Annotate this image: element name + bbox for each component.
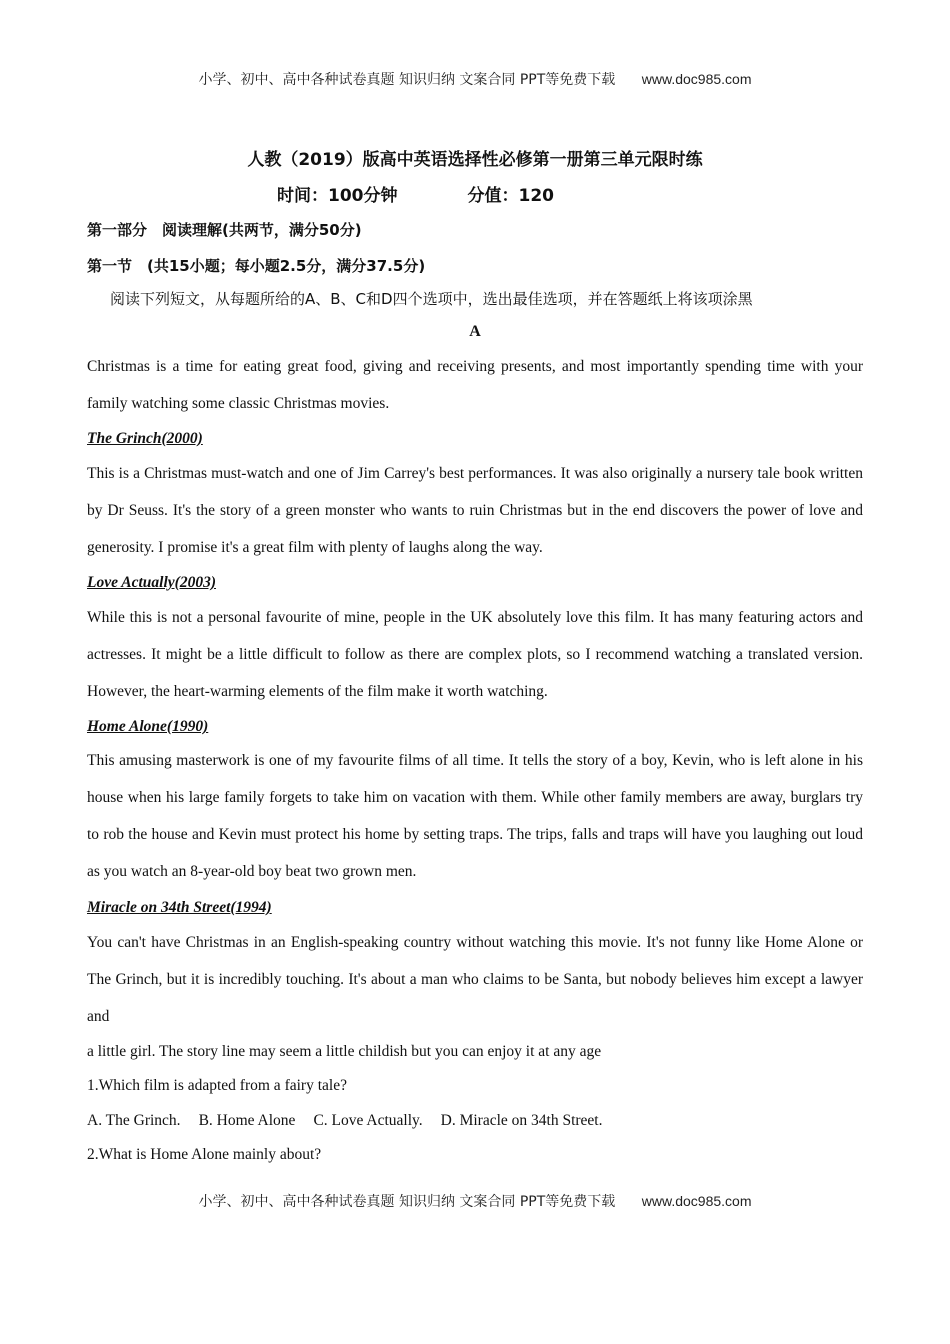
section-heading: 第一节 (共15小题；每小题2.5分，满分37.5分) [87, 257, 426, 275]
film-review-home-alone: This amusing masterwork is one of my favourite films of all time. It tells the story of a boy, Kevin, who is left alone in his house when his large family forgets to take him on vacation with them. While other family members are away, burglars try to rob the house and Kevin must protect his home by setting traps. The trips, falls and traps will have you laughing out loud as you watch an 8-year-old boy beat two grown men. [87, 752, 863, 880]
passage-label: A [469, 323, 481, 340]
film-title-home-alone: Home Alone(1990) [87, 718, 209, 735]
page-title: 人教（2019）版高中英语选择性必修第一册第三单元限时练 [247, 150, 703, 170]
question-2-stem: 2.What is Home Alone mainly about? [87, 1146, 322, 1163]
exam-time: 时间：100分钟 [277, 186, 398, 206]
option-b[interactable]: B. Home Alone [198, 1112, 296, 1129]
exam-meta [277, 181, 554, 206]
part-heading: 第一部分 阅读理解(共两节，满分50分) [87, 221, 362, 239]
film-review-grinch: This is a Christmas must-watch and one of Jim Carrey's best performances. It was also originally a nursery tale book written by Dr Seuss. It's the story of a green monster who wants to ruin Christmas but in the end discovers the power of love and generosity. I promise it's a great film with plenty of laughs along the way. [87, 465, 863, 556]
option-a[interactable]: A. The Grinch. [87, 1112, 181, 1129]
option-c[interactable]: C. Love Actually. [313, 1112, 423, 1129]
film-review-love-actually: While this is not a personal favourite of mine, people in the UK absolutely love this film. It has many featuring actors and actresses. It might be a little difficult to follow as there are complex plots, so I recommend watching a translated version. However, the heart-warming elements of the film make it worth watching. [87, 609, 863, 700]
page-header [0, 69, 950, 89]
film-title-grinch: The Grinch(2000) [87, 430, 203, 447]
option-d[interactable]: D. Miracle on 34th Street. [440, 1112, 603, 1129]
footer-site-link[interactable]: www.doc985.com [641, 1193, 752, 1209]
intro-paragraph: Christmas is a time for eating great food, giving and receiving presents, and most importantly spending time with your family watching some classic Christmas movies. [87, 358, 863, 412]
footer-text: 小学、初中、高中各种试卷真题 知识归纳 文案合同 PPT等免费下载 [198, 1194, 616, 1210]
film-review-miracle-cont: a little girl. The story line may seem a little childish but you can enjoy it at any age [87, 1043, 602, 1060]
instructions: 阅读下列短文，从每题所给的A、B、C和D四个选项中，选出最佳选项，并在答题纸上将该项涂黑 [110, 290, 753, 308]
exam-score: 分值：120 [467, 186, 554, 206]
header-text: 小学、初中、高中各种试卷真题 知识归纳 文案合同 PPT等免费下载 [198, 72, 616, 88]
film-title-miracle: Miracle on 34th Street(1994) [87, 899, 272, 916]
question-1-options [87, 1112, 621, 1130]
question-1-stem: 1.Which film is adapted from a fairy tale? [87, 1077, 347, 1094]
film-title-love-actually: Love Actually(2003) [87, 574, 216, 591]
film-review-miracle: You can't have Christmas in an English-speaking country without watching this movie. It's not funny like Home Alone or The Grinch, but it is incredibly touching. It's about a man who claims to be Santa, but nobody believes him except a lawyer and [87, 934, 863, 1025]
header-site-link[interactable]: www.doc985.com [641, 71, 752, 87]
page-footer [0, 1191, 950, 1211]
